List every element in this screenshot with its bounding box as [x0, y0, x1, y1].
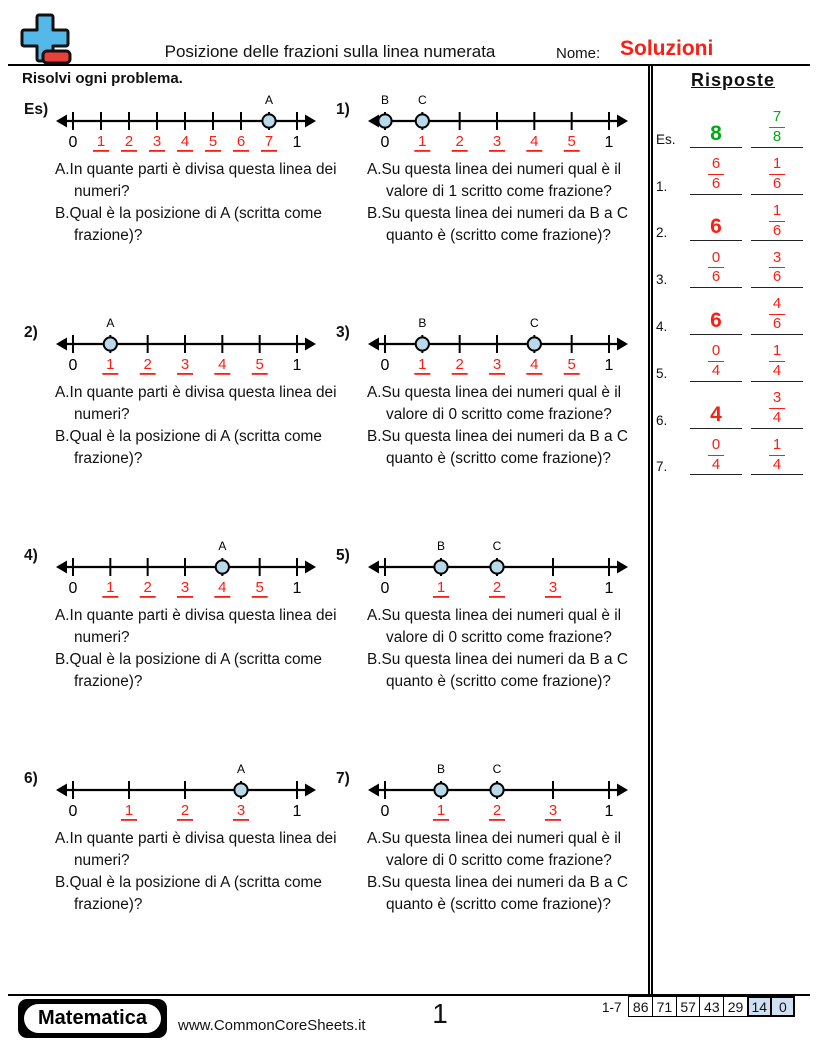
tick-label: 1: [604, 134, 614, 151]
problem-number: 3): [336, 324, 350, 341]
question-b: B.Qual è la posizione di A (scritta come frazione)?: [55, 651, 322, 690]
tick-answer-label: 3: [180, 356, 190, 373]
score-range-label: 1-7: [602, 1000, 622, 1015]
score-cell: 0: [770, 996, 795, 1017]
point-marker: [490, 560, 503, 573]
answer-blank: [751, 296, 803, 335]
fraction-numerator: 1: [769, 156, 785, 175]
answer-blank: [690, 343, 742, 382]
tick-answer-underline: [489, 819, 505, 821]
tick-answer-underline: [177, 596, 193, 598]
point-marker: [528, 337, 541, 350]
fraction-denominator: 4: [772, 408, 782, 426]
question-b: B.Su questa linea dei numeri da B a C quanto è (scritto come frazione)?: [367, 428, 628, 467]
header-divider: [8, 64, 810, 66]
tick-answer-label: 6: [236, 133, 246, 150]
tick-answer-label: 5: [208, 133, 218, 150]
tick-label: 0: [380, 134, 390, 151]
score-cell: 86: [628, 996, 653, 1017]
answer-row-label: 4.: [656, 318, 668, 334]
answer-blank: [751, 343, 803, 382]
score-cell: 71: [652, 996, 677, 1017]
point-marker: [434, 560, 447, 573]
number-line: [367, 540, 629, 604]
point-marker: [416, 114, 429, 127]
tick-answer-underline: [545, 819, 561, 821]
number-line: [55, 763, 317, 827]
solutions-value: Soluzioni: [620, 37, 714, 60]
questions: [55, 828, 351, 916]
arrow-right-icon: [617, 115, 628, 128]
arrow-left-icon: [368, 784, 379, 797]
answer-blank: [690, 250, 742, 289]
arrow-right-icon: [617, 784, 628, 797]
answer-blank: [690, 404, 742, 429]
tick-answer-label: 3: [152, 133, 162, 150]
tick-answer-underline: [414, 150, 430, 152]
tick-answer-label: 5: [255, 579, 264, 596]
tick-answer-underline: [564, 150, 580, 152]
arrow-left-icon: [56, 561, 67, 574]
answer-row-label: 1.: [656, 178, 668, 194]
answer-fraction: [769, 109, 785, 147]
fraction-numerator: 3: [769, 390, 785, 409]
problem: [336, 94, 648, 317]
problem-number: 5): [336, 547, 350, 564]
answers-panel: [656, 70, 810, 475]
answer-rows: [656, 101, 810, 475]
tick-answer-label: 1: [106, 579, 115, 596]
fraction-numerator: 1: [769, 437, 785, 456]
tick-answer-underline: [526, 373, 542, 375]
answer-row: [656, 429, 810, 476]
tick-answer-underline: [526, 150, 542, 152]
point-letter: C: [492, 763, 502, 776]
tick-answer-underline: [433, 819, 449, 821]
answer-fraction: [769, 156, 785, 194]
tick-answer-underline: [149, 150, 165, 152]
point-letter: B: [418, 317, 427, 330]
answer-blank: [690, 310, 742, 335]
tick-answer-label: 2: [143, 356, 152, 373]
answer-row: [656, 335, 810, 382]
answer-row: [656, 241, 810, 288]
questions: [55, 605, 351, 693]
arrow-right-icon: [305, 338, 316, 351]
tick-label: 0: [380, 580, 390, 597]
question-b: B.Su questa linea dei numeri da B a C quanto è (scritto come frazione)?: [367, 651, 628, 690]
answer-row-label: 2.: [656, 225, 668, 241]
tick-label: 0: [68, 803, 78, 820]
point-letter: A: [106, 317, 115, 330]
answer-value: 8: [710, 121, 722, 145]
fraction-denominator: 6: [772, 315, 782, 333]
questions: [367, 605, 663, 693]
fraction-numerator: 0: [708, 250, 724, 269]
number-line: [55, 540, 317, 604]
question-b: B.Qual è la posizione di A (scritta come frazione)?: [55, 428, 322, 467]
question-a: A.Su questa linea dei numeri qual è il valore di 0 scritto come frazione?: [367, 607, 622, 646]
tick-answer-label: 3: [180, 579, 190, 596]
answer-blank: [690, 216, 742, 241]
answer-fraction: [769, 437, 785, 475]
fraction-numerator: 6: [708, 156, 724, 175]
arrow-left-icon: [56, 115, 67, 128]
answer-value: 4: [710, 402, 722, 426]
arrow-right-icon: [305, 784, 316, 797]
answer-fraction: [769, 250, 785, 288]
problem-number: 2): [24, 324, 38, 341]
point-letter: C: [417, 94, 427, 107]
name-label: Nome:: [556, 45, 601, 62]
score-cell: 14: [747, 996, 772, 1017]
tick-answer-underline: [102, 373, 118, 375]
fraction-denominator: 4: [772, 455, 782, 473]
arrow-left-icon: [368, 338, 379, 351]
fraction-numerator: 1: [769, 203, 785, 222]
problem-body: [367, 317, 663, 540]
answer-row: [656, 288, 810, 335]
answer-blank: [751, 250, 803, 289]
problem-number: 7): [336, 770, 350, 787]
tick-answer-underline: [252, 596, 268, 598]
answer-fraction: [708, 156, 724, 194]
problem-number: 4): [24, 547, 38, 564]
fraction-numerator: 7: [769, 109, 785, 128]
point-marker: [262, 114, 275, 127]
tick-answer-label: 1: [418, 133, 427, 150]
arrow-right-icon: [305, 115, 316, 128]
tick-label: 0: [68, 134, 78, 151]
answer-blank: [690, 123, 742, 148]
answer-blank: [690, 156, 742, 195]
point-letter: B: [380, 94, 390, 107]
problem-number: Es): [24, 101, 49, 118]
answer-fraction: [769, 343, 785, 381]
fraction-denominator: 6: [711, 268, 721, 286]
tick-label: 1: [292, 134, 302, 151]
answer-fraction: [769, 203, 785, 241]
fraction-denominator: 6: [772, 174, 782, 192]
tick-answer-label: 3: [548, 579, 558, 596]
answer-row: [656, 195, 810, 242]
answer-row: [656, 101, 810, 148]
question-a: A.In quante parti è divisa questa linea dei numeri?: [55, 830, 337, 869]
tick-label: 0: [68, 357, 78, 374]
answer-blank: [751, 109, 803, 148]
fraction-denominator: 4: [711, 361, 721, 379]
problem: [336, 317, 648, 540]
problem-body: [55, 540, 351, 763]
tick-answer-label: 1: [124, 802, 134, 819]
question-a: A.Su questa linea dei numeri qual è il valore di 0 scritto come frazione?: [367, 830, 622, 869]
fraction-denominator: 4: [711, 455, 721, 473]
answers-title: Risposte: [690, 70, 776, 90]
tick-answer-label: 1: [418, 356, 427, 373]
point-letter: C: [492, 540, 502, 553]
point-marker: [490, 783, 503, 796]
tick-answer-underline: [545, 596, 561, 598]
question-a: A.Su questa linea dei numeri qual è il valore di 0 scritto come frazione?: [367, 384, 622, 423]
tick-label: 0: [380, 803, 390, 820]
answer-value: 6: [710, 308, 722, 332]
score-cell: 29: [723, 996, 748, 1017]
answer-row: [656, 382, 810, 429]
tick-answer-underline: [489, 596, 505, 598]
tick-answer-underline: [233, 150, 249, 152]
tick-answer-underline: [177, 150, 193, 152]
tick-answer-underline: [452, 150, 468, 152]
plus-minus-logo-icon: [18, 11, 72, 70]
number-line: [55, 94, 317, 158]
answer-fraction: [769, 390, 785, 428]
tick-answer-label: 3: [548, 802, 558, 819]
tick-answer-underline: [140, 596, 156, 598]
answer-row-label: 6.: [656, 412, 668, 428]
tick-answer-underline: [177, 819, 193, 821]
point-letter: B: [436, 540, 446, 553]
tick-label: 0: [68, 580, 78, 597]
tick-answer-underline: [452, 373, 468, 375]
tick-label: 1: [604, 580, 614, 597]
arrow-right-icon: [305, 561, 316, 574]
point-marker: [104, 337, 117, 350]
arrow-left-icon: [368, 115, 379, 128]
answer-blank: [751, 437, 803, 476]
answer-row-label: 7.: [656, 459, 668, 475]
tick-answer-label: 3: [492, 356, 502, 373]
questions: [367, 828, 663, 916]
tick-label: 1: [292, 580, 302, 597]
score-cells: [630, 996, 796, 1017]
tick-answer-underline: [214, 596, 230, 598]
website-url: www.CommonCoreSheets.it: [178, 1017, 366, 1034]
problem-body: [55, 317, 351, 540]
tick-label: 1: [292, 357, 302, 374]
page-number: 1: [432, 998, 448, 1029]
tick-answer-underline: [489, 373, 505, 375]
tick-answer-underline: [564, 373, 580, 375]
tick-answer-label: 3: [492, 133, 502, 150]
answer-blank: [690, 437, 742, 476]
answer-fraction: [769, 296, 785, 334]
question-b: B.Su questa linea dei numeri da B a C quanto è (scritto come frazione)?: [367, 874, 628, 913]
question-a: A.Su questa linea dei numeri qual è il valore di 1 scritto come frazione?: [367, 161, 622, 200]
tick-answer-underline: [102, 596, 118, 598]
problem: [336, 540, 648, 763]
tick-answer-underline: [433, 596, 449, 598]
problem: [24, 763, 336, 986]
tick-answer-label: 1: [96, 133, 106, 150]
answer-row: [656, 148, 810, 195]
answer-blank: [751, 390, 803, 429]
questions: [55, 382, 351, 470]
problem-number: 1): [336, 101, 350, 118]
answer-blank: [751, 203, 803, 242]
tick-answer-underline: [177, 373, 193, 375]
questions: [367, 382, 663, 470]
number-line: [55, 317, 317, 381]
tick-answer-label: 2: [455, 356, 464, 373]
tick-answer-label: 2: [143, 579, 152, 596]
fraction-denominator: 4: [772, 361, 782, 379]
tick-label: 1: [292, 803, 302, 820]
tick-label: 0: [380, 357, 390, 374]
fraction-denominator: 6: [772, 221, 782, 239]
point-letter: C: [529, 317, 539, 330]
fraction-numerator: 0: [708, 437, 724, 456]
tick-label: 1: [604, 357, 614, 374]
problem-body: [367, 94, 663, 317]
answer-fraction: [708, 437, 724, 475]
tick-answer-underline: [205, 150, 221, 152]
tick-answer-label: 2: [124, 133, 134, 150]
tick-answer-underline: [121, 819, 137, 821]
fraction-denominator: 8: [772, 128, 782, 145]
problem: [336, 763, 648, 986]
score-cell: 57: [676, 996, 701, 1017]
answer-row-label: 3.: [656, 272, 668, 288]
point-marker: [416, 337, 429, 350]
answer-value: 6: [710, 215, 722, 239]
arrow-left-icon: [368, 561, 379, 574]
tick-answer-label: 4: [180, 133, 190, 150]
tick-answer-underline: [252, 373, 268, 375]
brand-name: Matematica: [24, 1004, 161, 1033]
point-letter: A: [218, 540, 227, 553]
answer-row-label: Es.: [656, 131, 676, 147]
tick-answer-label: 4: [530, 133, 539, 150]
point-letter: B: [436, 763, 446, 776]
score-cell: 43: [699, 996, 724, 1017]
tick-answer-label: 1: [106, 356, 115, 373]
tick-answer-label: 1: [436, 579, 446, 596]
number-line: [367, 94, 629, 158]
answer-blank: [751, 156, 803, 195]
point-marker: [216, 560, 229, 573]
arrow-right-icon: [617, 338, 628, 351]
tick-answer-label: 2: [180, 802, 190, 819]
problem-body: [367, 540, 663, 763]
problem-body: [55, 763, 351, 986]
instructions: Risolvi ogni problema.: [22, 70, 183, 87]
question-b: B.Qual è la posizione di A (scritta come frazione)?: [55, 205, 322, 244]
point-marker: [234, 783, 247, 796]
tick-answer-underline: [414, 373, 430, 375]
answer-fraction: [708, 250, 724, 288]
question-a: A.In quante parti è divisa questa linea dei numeri?: [55, 607, 337, 646]
question-a: A.In quante parti è divisa questa linea dei numeri?: [55, 384, 337, 423]
tick-answer-label: 4: [530, 356, 539, 373]
answer-row-label: 5.: [656, 365, 668, 381]
fraction-numerator: 4: [769, 296, 785, 315]
point-letter: A: [264, 94, 274, 107]
question-a: A.In quante parti è divisa questa linea dei numeri?: [55, 161, 337, 200]
answer-fraction: [708, 343, 724, 381]
tick-answer-label: 4: [218, 579, 227, 596]
tick-answer-label: 4: [218, 356, 227, 373]
question-b: B.Su questa linea dei numeri da B a C quanto è (scritto come frazione)?: [367, 205, 628, 244]
tick-answer-underline: [140, 373, 156, 375]
questions: [55, 159, 351, 247]
score-table: [602, 996, 795, 1017]
problem: [24, 94, 336, 317]
tick-answer-label: 5: [567, 356, 576, 373]
number-line: [367, 763, 629, 827]
tick-answer-underline: [489, 150, 505, 152]
tick-answer-label: 3: [236, 802, 246, 819]
problem-number: 6): [24, 770, 38, 787]
tick-answer-label: 5: [255, 356, 264, 373]
problem: [24, 540, 336, 763]
point-marker: [434, 783, 447, 796]
brand-logo: [18, 999, 167, 1038]
problem: [24, 317, 336, 540]
tick-answer-underline: [121, 150, 137, 152]
tick-answer-underline: [233, 819, 249, 821]
arrow-left-icon: [56, 338, 67, 351]
point-letter: A: [236, 763, 246, 776]
tick-answer-underline: [261, 150, 277, 152]
fraction-numerator: 3: [769, 250, 785, 269]
question-b: B.Qual è la posizione di A (scritta come frazione)?: [55, 874, 322, 913]
tick-answer-label: 2: [492, 579, 502, 596]
fraction-numerator: 1: [769, 343, 785, 362]
questions: [367, 159, 663, 247]
arrow-right-icon: [617, 561, 628, 574]
tick-label: 1: [604, 803, 614, 820]
tick-answer-label: 5: [567, 133, 576, 150]
tick-answer-label: 1: [436, 802, 446, 819]
page-title: Posizione delle frazioni sulla linea numerata: [164, 42, 496, 61]
problems-grid: [24, 94, 648, 986]
tick-answer-label: 7: [264, 133, 274, 150]
tick-answer-label: 2: [492, 802, 502, 819]
fraction-denominator: 6: [772, 268, 782, 286]
problem-body: [55, 94, 351, 317]
tick-answer-label: 2: [455, 133, 464, 150]
fraction-numerator: 0: [708, 343, 724, 362]
problem-body: [367, 763, 663, 986]
tick-answer-underline: [214, 373, 230, 375]
tick-answer-underline: [93, 150, 109, 152]
arrow-left-icon: [56, 784, 67, 797]
fraction-denominator: 6: [711, 174, 721, 192]
number-line: [367, 317, 629, 381]
point-marker: [378, 114, 391, 127]
